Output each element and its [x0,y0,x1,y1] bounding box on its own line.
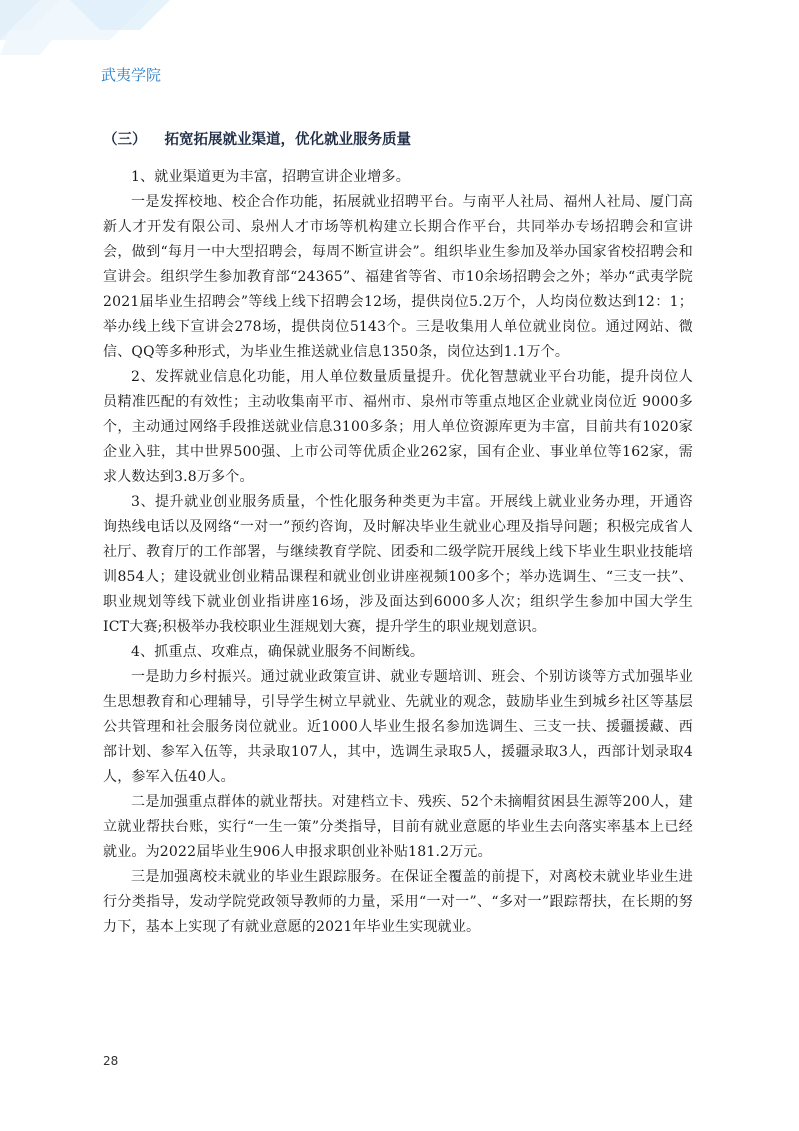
paragraph-7: 二是加强重点群体的就业帮扶。对建档立卡、残疾、52个未摘帽贫困县生源等200人，建立就业帮扶台账，实行“一生一策”分类指导，目前有就业意愿的毕业生去向落实率基本上已经就业。为2022届毕业生906人申报求职创业补贴181.2万元。 [103,794,693,860]
section-title-text: 拓宽拓展就业渠道，优化就业服务质量 [164,132,411,148]
paragraph-6: 一是助力乡村振兴。通过就业政策宣讲、就业专题培训、班会、个别访谈等方式加强毕业生思想教育和心理辅导，引导学生树立早就业、先就业的观念，鼓励毕业生到城乡社区等基层公共管理和社会服务岗位就业。近1000人毕业生报名参加选调生、三支一扶、援疆援藏、西部计划、参军入伍等，共录取107人，其中，选调生录取5人，援疆录取3人，西部计划录取4人，参军入伍40人。 [103,669,693,785]
section-heading [103,128,693,149]
section-number: （三） [103,132,147,148]
paragraph-4: 3、提升就业创业服务质量，个性化服务种类更为丰富。开展线上就业业务办理，开通咨询热线电话以及网络“一对一”预约咨询，及时解决毕业生就业心理及指导问题；积极完成省人社厅、教育厅的工作部署，与继续教育学院、团委和二级学院开展线上线下毕业生职业技能培训854人；建设就业创业精品课程和就业创业讲座视频100多个；举办选调生、“三支一扶”、职业规划等线下就业创业指讲座16场，涉及面达到6000多人次；组织学生参加中国大学生ICT大赛;积极举办我校职业生涯规划大赛，提升学生的职业规划意识。 [103,494,693,635]
paragraph-1: 1、就业渠道更为丰富，招聘宣讲企业增多。 [131,169,410,185]
corner-decoration [0,0,170,60]
page-content [103,128,693,940]
school-header: 武夷学院 [101,66,162,84]
paragraph-8: 三是加强离校未就业的毕业生跟踪服务。在保证全覆盖的前提下，对离校未就业毕业生进行分类指导，发动学院党政领导教师的力量，采用“一对一”、“多对一”跟踪帮扶，在长期的努力下，基本上实现了有就业意愿的2021年毕业生实现就业。 [103,869,693,935]
page-number: 28 [103,1054,119,1068]
paragraph-2: 一是发挥校地、校企合作功能，拓展就业招聘平台。与南平人社局、福州人社局、厦门高新人才开发有限公司、泉州人才市场等机构建立长期合作平台，共同举办专场招聘会和宣讲会，做到“每月一中大型招聘会，每周不断宣讲会”。组织毕业生参加及举办国家省校招聘会和宣讲会。组织学生参加教育部“24365”、福建省等省、市10余场招聘会之外；举办“武夷学院2021届毕业生招聘会”等线上线下招聘会12场，提供岗位5.2万个，人均岗位数达到12：1；举办线上线下宣讲会278场，提供岗位5143个。三是收集用人单位就业岗位。通过网站、微信、QQ等多种形式，为毕业生推送就业信息1350条，岗位达到1.1万个。 [103,194,693,360]
paragraph-3: 2、发挥就业信息化功能，用人单位数量质量提升。优化智慧就业平台功能，提升岗位人员精准匹配的有效性；主动收集南平市、福州市、泉州市等重点地区企业就业岗位近 9000多个，主动通过网络手段推送就业信息3100多条；用人单位资源库更为丰富，目前共有1020家企业入驻，其中世界500强、上市公司等优质企业262家，国有企业、事业单位等162家，需求人数达到3.8万多个。 [103,369,693,485]
paragraph-5: 4、抓重点、攻难点，确保就业服务不间断线。 [131,644,425,660]
